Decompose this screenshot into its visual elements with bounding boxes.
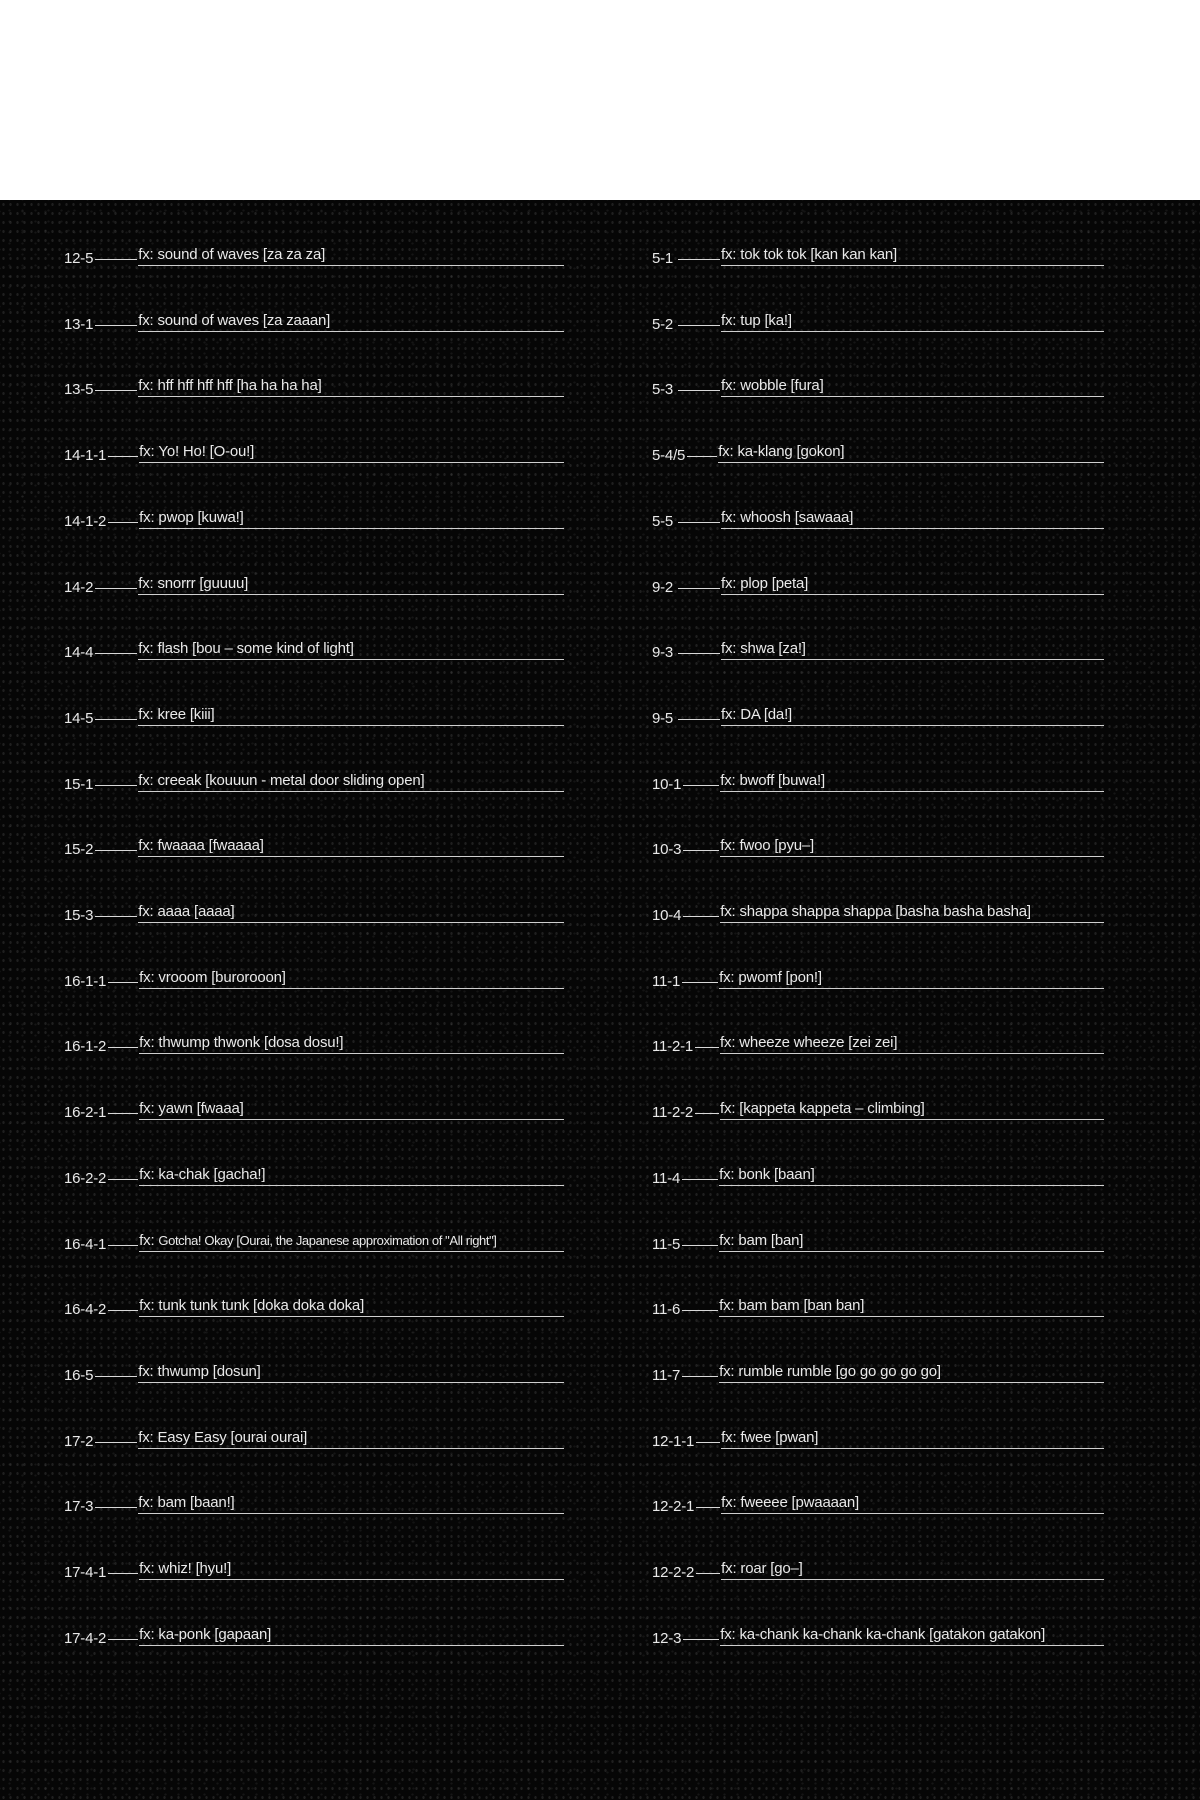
sound-effect-text: tup [ka!] (740, 312, 792, 329)
fx-label: fx: (138, 838, 154, 855)
fx-label: fx: (719, 969, 735, 986)
sound-effect-line (138, 378, 564, 397)
fx-label: fx: (721, 1495, 737, 1512)
glossary-entry (652, 897, 1104, 923)
panel-reference: 11-6 (652, 1301, 681, 1319)
sound-effect-line (719, 1298, 1104, 1317)
leader-dash (108, 1639, 138, 1640)
glossary-entry (64, 1620, 564, 1646)
fx-label: fx: (138, 1429, 154, 1446)
leader-dash (95, 719, 137, 720)
sound-effect-line (139, 970, 564, 989)
leader-dash (95, 325, 137, 326)
sound-effect-line (139, 1298, 564, 1317)
fx-label: fx: (139, 1298, 155, 1315)
leader-dash (108, 1113, 138, 1114)
panel-reference: 5-4/5 (652, 447, 686, 465)
fx-label: fx: (139, 969, 155, 986)
sound-effect-text: yawn [fwaaa] (158, 1101, 244, 1118)
sound-effect-text: pwomf [pon!] (738, 969, 822, 986)
leader-dash (678, 390, 720, 391)
sound-effect-text: flash [bou – some kind of light] (157, 641, 354, 658)
leader-dash (95, 588, 137, 589)
leader-dash (695, 1047, 719, 1048)
leader-dash (683, 916, 719, 917)
glossary-entry (64, 503, 564, 529)
sound-effect-text: fwaaaa [fwaaaa] (157, 838, 264, 855)
sound-effect-text: Yo! Ho! [O-ou!] (158, 444, 255, 461)
sound-effect-line (719, 1167, 1104, 1186)
glossary-entry (652, 240, 1104, 266)
leader-dash (682, 1179, 718, 1180)
glossary-entry (64, 437, 564, 463)
glossary-entry (64, 1291, 564, 1317)
sound-effect-text: bam bam [ban ban] (738, 1298, 865, 1315)
glossary-entry (652, 569, 1104, 595)
leader-dash (687, 456, 717, 457)
panel-reference: 11-2-1 (652, 1038, 694, 1056)
fx-label: fx: (721, 1561, 737, 1577)
sound-effect-line (720, 1101, 1104, 1120)
sound-effect-line (138, 641, 564, 660)
glossary-entry (652, 963, 1104, 989)
sound-effect-line (139, 510, 564, 529)
sound-effect-text: rumble rumble [go go go go go] (738, 1363, 941, 1380)
panel-reference: 16-5 (64, 1366, 94, 1384)
glossary-entry (652, 1226, 1104, 1252)
leader-dash (678, 719, 720, 720)
glossary-entry (64, 306, 564, 332)
leader-dash (682, 1245, 718, 1246)
panel-reference: 15-3 (64, 907, 94, 924)
fx-label: fx: (719, 1298, 735, 1315)
panel-reference: 14-5 (64, 709, 94, 727)
fx-label: fx: (721, 575, 737, 592)
leader-dash (95, 1376, 137, 1377)
fx-label: fx: (139, 1101, 155, 1118)
sound-effect-line (721, 1561, 1104, 1580)
sound-effect-text: [kappeta kappeta – climbing] (739, 1101, 925, 1118)
sound-effect-text: wheeze wheeze [zei zei] (739, 1035, 898, 1052)
sound-effect-text: sound of waves [za za za] (157, 247, 326, 263)
sound-effect-text: sound of waves [za zaaan] (157, 312, 331, 329)
panel-reference: 11-2-2 (652, 1104, 694, 1122)
leader-dash (683, 785, 719, 786)
panel-reference: 16-4-1 (64, 1235, 107, 1253)
leader-dash (678, 653, 720, 654)
sound-effect-line (721, 378, 1104, 397)
glossary-entry (64, 1226, 564, 1252)
sound-effect-line (139, 1035, 564, 1054)
sound-effect-line (138, 247, 564, 266)
sound-effect-line (721, 313, 1104, 332)
sound-effect-text: pwop [kuwa!] (158, 509, 244, 526)
sound-effect-line (719, 1233, 1104, 1252)
sound-effect-line (721, 247, 1104, 266)
glossary-entry (64, 569, 564, 595)
sound-effect-line (721, 1430, 1104, 1449)
leader-dash (95, 785, 137, 786)
glossary-entry (64, 1028, 564, 1054)
glossary-entry (64, 240, 564, 266)
glossary-entry (652, 1423, 1104, 1449)
fx-label: fx: (138, 904, 154, 920)
glossary-entry (64, 700, 564, 726)
panel-reference: 10-4 (652, 907, 682, 924)
panel-reference: 17-3 (64, 1498, 94, 1516)
fx-label: fx: (721, 706, 737, 723)
glossary-entry (652, 831, 1104, 857)
fx-label: fx: (138, 641, 154, 658)
fx-label: fx: (139, 1035, 155, 1052)
panel-reference: 13-5 (64, 381, 94, 399)
glossary-entry (64, 766, 564, 792)
fx-label: fx: (721, 247, 737, 263)
leader-dash (695, 1113, 719, 1114)
sound-effect-line (721, 510, 1104, 529)
glossary-entry (64, 1554, 564, 1580)
sound-effect-text: vrooom [burorooon] (158, 969, 286, 986)
glossary-entry (652, 1028, 1104, 1054)
leader-dash (108, 1310, 138, 1311)
glossary-entry (652, 1554, 1104, 1580)
panel-reference: 11-4 (652, 1169, 681, 1187)
fx-label: fx: (719, 1232, 735, 1249)
leader-dash (682, 1310, 718, 1311)
panel-reference: 16-1-2 (64, 1038, 107, 1056)
sound-effect-text: hff hff hff hff [ha ha ha ha] (157, 378, 322, 395)
glossary-entry (652, 1160, 1104, 1186)
sound-effect-text: plop [peta] (740, 575, 809, 592)
glossary-entry (64, 963, 564, 989)
sound-effect-text: fweeee [pwaaaan] (740, 1495, 859, 1512)
panel-reference: 17-4-1 (64, 1564, 107, 1581)
fx-label: fx: (139, 509, 155, 526)
fx-label: fx: (720, 1035, 736, 1052)
sound-effect-text: bam [ban] (738, 1232, 804, 1249)
panel-reference: 9-5 (652, 709, 674, 727)
fx-label: fx: (721, 641, 737, 658)
panel-reference: 17-2 (64, 1432, 94, 1450)
glossary-entry (64, 831, 564, 857)
leader-dash (683, 1639, 719, 1640)
glossary-entry (652, 634, 1104, 660)
sound-effect-line (718, 444, 1104, 463)
glossary-entry (64, 1160, 564, 1186)
sound-effect-text: bonk [baan] (738, 1166, 815, 1183)
sound-effect-text: tunk tunk tunk [doka doka doka] (158, 1298, 365, 1315)
panel-reference: 12-1-1 (652, 1432, 695, 1450)
sound-effect-line (139, 444, 564, 463)
fx-label: fx: (138, 575, 154, 592)
leader-dash (108, 1179, 138, 1180)
panel-reference: 14-1-2 (64, 512, 107, 530)
panel-reference: 11-5 (652, 1235, 681, 1253)
sound-effect-text: shappa shappa shappa [basha basha basha] (739, 904, 1031, 920)
fx-label: fx: (720, 904, 736, 920)
panel-reference: 9-2 (652, 578, 674, 596)
panel-reference: 11-1 (652, 972, 681, 990)
panel-reference: 11-7 (652, 1366, 681, 1384)
glossary-entry (652, 1291, 1104, 1317)
sound-effect-line (720, 838, 1104, 857)
sound-effect-line (721, 1495, 1104, 1514)
sound-effect-line (138, 1430, 564, 1449)
glossary-entry (64, 1357, 564, 1383)
panel-reference: 5-2 (652, 315, 674, 333)
sound-effect-text: thwump [dosun] (157, 1363, 261, 1380)
fx-label: fx: (720, 1626, 736, 1643)
fx-label: fx: (721, 509, 737, 526)
panel-reference: 15-1 (64, 775, 94, 793)
sound-effect-line (138, 1495, 564, 1514)
fx-label: fx: (721, 1429, 737, 1446)
sound-effect-line (138, 904, 564, 923)
sound-effect-text: Easy Easy [ourai ourai] (157, 1429, 308, 1446)
leader-dash (108, 1573, 138, 1574)
glossary-entry (64, 1094, 564, 1120)
fx-label: fx: (139, 1166, 155, 1183)
fx-label: fx: (721, 378, 737, 395)
leader-dash (95, 1507, 137, 1508)
panel-reference: 12-2-2 (652, 1564, 695, 1581)
leader-dash (108, 1245, 138, 1246)
leader-dash (696, 1442, 720, 1443)
panel-reference: 14-1-1 (64, 447, 107, 465)
sound-effect-text: roar [go–] (740, 1561, 803, 1577)
fx-label: fx: (139, 1626, 155, 1643)
fx-label: fx: (138, 247, 154, 263)
panel-reference: 12-2-1 (652, 1498, 695, 1516)
panel-reference: 5-1 (652, 250, 674, 267)
leader-dash (108, 522, 138, 523)
sound-effect-text: aaaa [aaaa] (157, 904, 235, 920)
fx-label: fx: (138, 1495, 154, 1512)
sound-effect-text: bwoff [buwa!] (739, 772, 825, 789)
leader-dash (95, 916, 137, 917)
glossary-entry (652, 766, 1104, 792)
fx-label: fx: (138, 706, 154, 723)
glossary-entry (652, 1357, 1104, 1383)
sound-effect-line (720, 1627, 1104, 1646)
panel-reference: 10-3 (652, 841, 682, 859)
fx-label: fx: (719, 1166, 735, 1183)
panel-reference: 16-1-1 (64, 972, 107, 990)
fx-label: fx: (720, 772, 736, 789)
fx-label: fx: (139, 1561, 155, 1577)
panel-reference: 16-2-1 (64, 1104, 107, 1122)
sound-effect-text: whoosh [sawaaa] (740, 509, 854, 526)
leader-dash (95, 850, 137, 851)
panel-reference: 16-4-2 (64, 1301, 107, 1319)
panel-reference: 5-5 (652, 512, 674, 530)
sound-effect-text: tok tok tok [kan kan kan] (740, 247, 898, 263)
panel-reference: 12-3 (652, 1629, 682, 1647)
sound-effect-line (720, 773, 1104, 792)
sound-effect-line (139, 1167, 564, 1186)
leader-dash (108, 982, 138, 983)
glossary-entry (652, 371, 1104, 397)
leader-dash (95, 259, 137, 260)
panel-reference: 13-1 (64, 315, 94, 333)
sound-effect-line (138, 838, 564, 857)
sound-effect-text: kree [kiii] (157, 706, 215, 723)
leader-dash (678, 259, 720, 260)
panel-reference: 15-2 (64, 841, 94, 859)
fx-label: fx: (138, 772, 154, 789)
glossary-entry (652, 1094, 1104, 1120)
glossary-entry (64, 1488, 564, 1514)
sound-effect-line (138, 707, 564, 726)
leader-dash (95, 390, 137, 391)
sound-effect-line (139, 1627, 564, 1646)
sound-effect-text: thwump thwonk [dosa dosu!] (158, 1035, 344, 1052)
fx-label: fx: (719, 1363, 735, 1380)
fx-label: fx: (718, 444, 734, 461)
panel-reference: 5-3 (652, 381, 674, 399)
sound-effect-line (138, 773, 564, 792)
fx-label: fx: (720, 838, 736, 855)
sound-effect-text: bam [baan!] (157, 1495, 235, 1512)
panel-reference: 14-4 (64, 644, 94, 662)
sound-effect-text: fwoo [pyu–] (739, 838, 814, 855)
fx-label: fx: (138, 312, 154, 329)
glossary-entry (64, 897, 564, 923)
panel-reference: 16-2-2 (64, 1169, 107, 1187)
sound-effect-line (721, 641, 1104, 660)
glossary-entry (64, 634, 564, 660)
glossary-entry (652, 503, 1104, 529)
sound-effect-text: wobble [fura] (740, 378, 824, 395)
sound-effect-text: snorrr [guuuu] (157, 575, 249, 592)
leader-dash (683, 850, 719, 851)
sound-effect-text: shwa [za!] (740, 641, 806, 658)
glossary-entry (652, 306, 1104, 332)
fx-label: fx: (138, 1363, 154, 1380)
glossary-entry (652, 700, 1104, 726)
panel-reference: 17-4-2 (64, 1629, 107, 1647)
sound-effect-line (720, 904, 1104, 923)
sound-effect-text: ka-chak [gacha!] (158, 1166, 266, 1183)
sound-effect-line (721, 576, 1104, 595)
sound-effect-line (719, 970, 1104, 989)
glossary-entry (652, 437, 1104, 463)
sound-effect-line (139, 1101, 564, 1120)
panel-reference: 12-5 (64, 250, 94, 267)
sound-effect-text: ka-ponk [gapaan] (158, 1626, 272, 1643)
panel-reference: 9-3 (652, 644, 674, 662)
sound-effect-text: DA [da!] (740, 706, 793, 723)
sound-effect-text: ka-klang [gokon] (737, 444, 845, 461)
sound-effect-line (719, 1364, 1104, 1383)
sound-effect-line (721, 707, 1104, 726)
leader-dash (95, 1442, 137, 1443)
leader-dash (682, 982, 718, 983)
fx-label: fx: (721, 312, 737, 329)
leader-dash (678, 325, 720, 326)
glossary-entry (652, 1488, 1104, 1514)
sound-effect-text: creeak [kouuun - metal door sliding open] (157, 772, 425, 789)
leader-dash (108, 1047, 138, 1048)
leader-dash (696, 1573, 720, 1574)
panel-reference: 10-1 (652, 775, 682, 793)
leader-dash (678, 522, 720, 523)
glossary-entry (652, 1620, 1104, 1646)
sound-effect-text: fwee [pwan] (740, 1429, 819, 1446)
sound-effect-line (138, 313, 564, 332)
sound-effect-line (138, 1364, 564, 1383)
fx-label: fx: (139, 1232, 155, 1249)
leader-dash (682, 1376, 718, 1377)
sound-effect-text: whiz! [hyu!] (158, 1561, 232, 1577)
sound-effect-line (139, 1561, 564, 1580)
sound-effect-line (139, 1233, 564, 1252)
leader-dash (108, 456, 138, 457)
leader-dash (678, 588, 720, 589)
glossary-entry (64, 371, 564, 397)
sound-effect-text: ka-chank ka-chank ka-chank [gatakon gatakon] (739, 1626, 1046, 1643)
fx-label: fx: (720, 1101, 736, 1118)
sound-effect-text: Gotcha! Okay [Ourai, the Japanese approximation of "All right"] (158, 1232, 497, 1248)
sound-effect-line (720, 1035, 1104, 1054)
fx-label: fx: (139, 444, 155, 461)
glossary-entry (64, 1423, 564, 1449)
leader-dash (696, 1507, 720, 1508)
sound-effects-glossary (0, 200, 1200, 1800)
top-page-margin (0, 0, 1200, 200)
panel-reference: 14-2 (64, 578, 94, 596)
sound-effect-line (138, 576, 564, 595)
leader-dash (95, 653, 137, 654)
fx-label: fx: (138, 378, 154, 395)
